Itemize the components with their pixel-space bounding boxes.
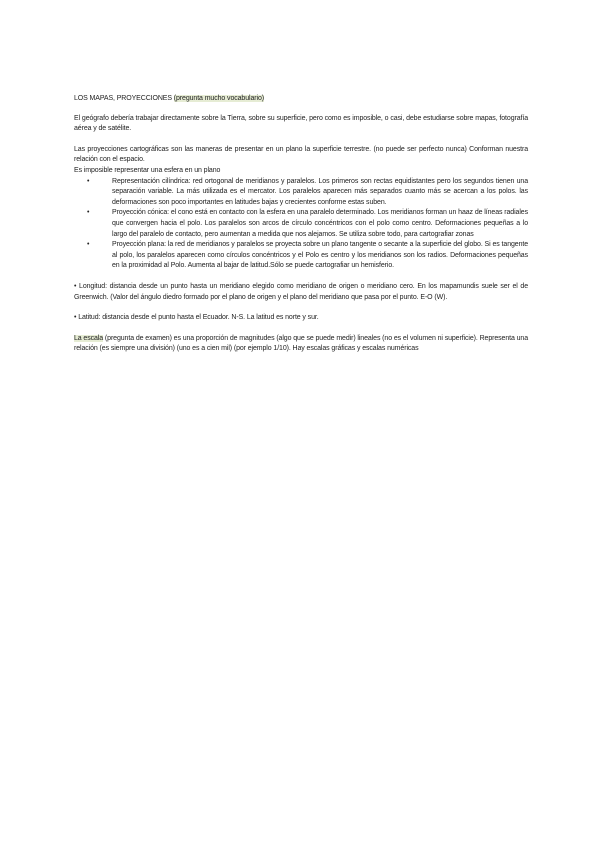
list-item-cylindrical: • Representación cilíndrica: red ortogonal de meridianos y paralelos. Los primeros son rectas equidistantes pero los segundos tienen una separación variable. La más utilizada es el mercator. Los paralelos aparecen más separados cuanto más se acercan a los polos. las deformaciones son poco importantes en latitudes bajas y crecientes conforme estas suben. — [112, 177, 528, 209]
list-item-conic: • Proyección cónica: el cono está en contacto con la esfera en una paralelo determinado. Los meridianos forman un haaz de líneas radiales que convergen hacia el polo. Los paralelos son arcos de círculo concéntricos con el polo como centro. Deformaciones pequeñas a lo largo del paralelo de contacto, pero aumentan a medida que nos alejamos. Se utiliza sobre todo, para cartografiar zonas — [112, 208, 528, 240]
document-body — [74, 94, 528, 355]
spacer — [74, 135, 528, 145]
document-title — [74, 94, 528, 105]
paragraph-projections: Las proyecciones cartográficas son las maneras de presentar en un plano la superficie terrestre. (no puede ser perfecto nunca) Conforman nuestra relación con el espacio. — [74, 145, 528, 164]
spacer — [74, 272, 528, 282]
paragraph-scale — [74, 334, 528, 355]
list-item-plane: • Proyección plana: la red de meridianos y paralelos se proyecta sobre un plano tangente o secante a la superficie del globo. Si es tangente al polo, los paralelos aparecen como círculos concéntricos y el Polo es centro y los meridianos son los radios. Deformaciones pequeñas en la proximidad al Polo. Aumenta al bajar de latitud.Sólo se puede cartografiar un hemisferio. — [112, 240, 528, 272]
projection-list — [74, 177, 528, 272]
paragraph-impossible: Es imposible representar una esfera en un plano — [74, 166, 221, 174]
scale-text: (pregunta de examen) es una proporción de magnitudes (algo que se puede medir) lineales (no es el volumen ni superficie). Representa una relación (es siempre una división) (uno es a cien mil) (por ejemplo 1/10). Hay escalas gráficas y escalas numéricas — [74, 334, 528, 353]
title-main: LOS MAPAS, PROYECCIONES — [74, 95, 174, 102]
paragraph-longitude: • Longitud: distancia desde un punto hasta un meridiano elegido como meridiano de origen o meridiano cero. En los mapamundis suele ser el de Greenwich. (Valor del ángulo diedro formado por el plano de origen y el plano del meridiano que pasa por el punto. E-O (W). — [74, 282, 528, 301]
spacer — [74, 303, 528, 313]
paragraph-intro: El geógrafo debería trabajar directamente sobre la Tierra, sobre su superficie, pero como es imposible, o casi, debe estudiarse sobre mapas, fotografía aérea y de satélite. — [74, 114, 528, 133]
paragraph-latitude: • Latitud: distancia desde el punto hasta el Ecuador. N-S. La latitud es norte y sur. — [74, 314, 319, 322]
title-note-highlight: (pregunta mucho vocabulario) — [173, 95, 264, 102]
scale-highlight: La escala — [74, 334, 104, 342]
spacer — [74, 324, 528, 334]
